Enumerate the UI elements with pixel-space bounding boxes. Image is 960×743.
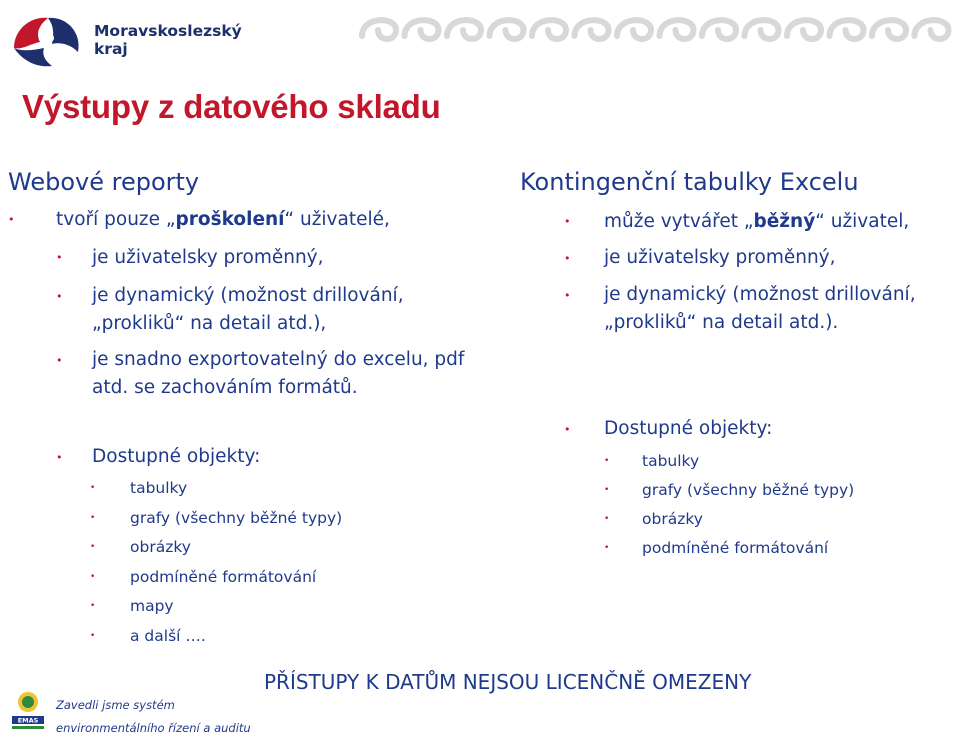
region-logo-text	[94, 22, 242, 58]
ornament-swirl	[405, 20, 439, 39]
ornament-swirl	[362, 20, 396, 39]
right-objects-heading: Dostupné objekty:	[604, 418, 773, 439]
bullet-icon: •	[56, 290, 63, 303]
ornament-swirl	[915, 20, 949, 39]
logo-line2: kraj	[94, 40, 128, 58]
bullet-icon: •	[90, 483, 96, 493]
emas-line1: Zavedli jsme systém	[56, 698, 175, 712]
bullet-icon: •	[564, 423, 571, 436]
bullet-icon: •	[604, 456, 610, 466]
bullet-icon: •	[90, 542, 96, 552]
logo-line1: Moravskoslezský	[94, 22, 242, 40]
licensing-note: PŘÍSTUPY K DATŮM NEJSOU LICENČNĚ OMEZENY	[264, 670, 752, 694]
left-item-1: tvoří pouze „proškolení“ uživatelé,	[56, 209, 390, 230]
ornament-swirl	[532, 20, 566, 39]
bullet-icon: •	[564, 252, 571, 265]
left-object-item-5: mapy	[130, 597, 174, 615]
region-logo	[8, 8, 242, 70]
ornament-swirl	[447, 20, 481, 39]
svg-text:EMAS: EMAS	[17, 716, 39, 725]
bullet-icon: •	[90, 512, 96, 523]
slide-title: Výstupy z datového skladu	[22, 88, 441, 125]
right-heading: Kontingenční tabulky Excelu	[520, 168, 859, 196]
ornament-swirl	[787, 20, 821, 39]
left-object-item-6: a další ….	[130, 626, 206, 645]
right-object-item-4: podmíněné formátování	[642, 539, 829, 557]
left-objects-heading: Dostupné objekty:	[92, 446, 261, 467]
bullet-icon: •	[564, 215, 571, 228]
bullet-icon: •	[8, 213, 15, 226]
emphasis-text: běžný	[753, 211, 816, 232]
left-heading: Webové reporty	[8, 168, 200, 196]
emas-line2: environmentálního řízení a auditu	[56, 721, 251, 735]
ornament-swirl	[830, 20, 864, 39]
right-item-2: je uživatelsky proměnný,	[604, 247, 836, 268]
left-item-2: je uživatelsky proměnný,	[92, 247, 324, 268]
bullet-icon: •	[604, 514, 610, 524]
bullet-icon: •	[564, 289, 571, 302]
ornament-swirl	[575, 20, 609, 39]
right-item-3: je dynamický (možnost drillování, „prokliků“ na detail atd.).	[604, 284, 916, 333]
ornament-swirl	[702, 20, 736, 39]
left-object-item-1: tabulky	[130, 479, 188, 497]
bullet-icon: •	[90, 601, 96, 611]
left-object-item-2: grafy (všechny běžné typy)	[130, 508, 343, 527]
right-object-item-2: grafy (všechny běžné typy)	[642, 481, 855, 499]
bullet-icon: •	[56, 251, 63, 264]
decorative-ornament	[358, 12, 954, 48]
ornament-swirl	[490, 20, 524, 39]
ornament-swirl	[745, 20, 779, 39]
ornament-swirl	[660, 20, 694, 39]
right-object-item-1: tabulky	[642, 452, 700, 470]
bullet-icon: •	[56, 451, 63, 464]
left-item-4: je snadno exportovatelný do excelu, pdf atd. se zachováním formátů.	[92, 349, 465, 398]
emphasis-text: proškolení	[175, 209, 285, 230]
bullet-icon: •	[56, 354, 63, 367]
left-object-item-4: podmíněné formátování	[130, 567, 317, 586]
bullet-icon: •	[90, 571, 96, 582]
region-emblem-icon	[8, 8, 88, 70]
bullet-icon: •	[604, 485, 610, 495]
right-object-item-3: obrázky	[642, 510, 703, 528]
bullet-icon: •	[604, 543, 610, 553]
right-item-1: může vytvářet „běžný“ uživatel,	[604, 211, 910, 232]
left-object-item-3: obrázky	[130, 538, 191, 556]
ornament-swirl	[617, 20, 651, 39]
left-item-3: je dynamický (možnost drillování, „prokliků“ na detail atd.),	[92, 285, 404, 334]
ornament-swirl	[872, 20, 906, 39]
bullet-icon: •	[90, 630, 96, 641]
emas-logo-icon	[8, 688, 48, 738]
